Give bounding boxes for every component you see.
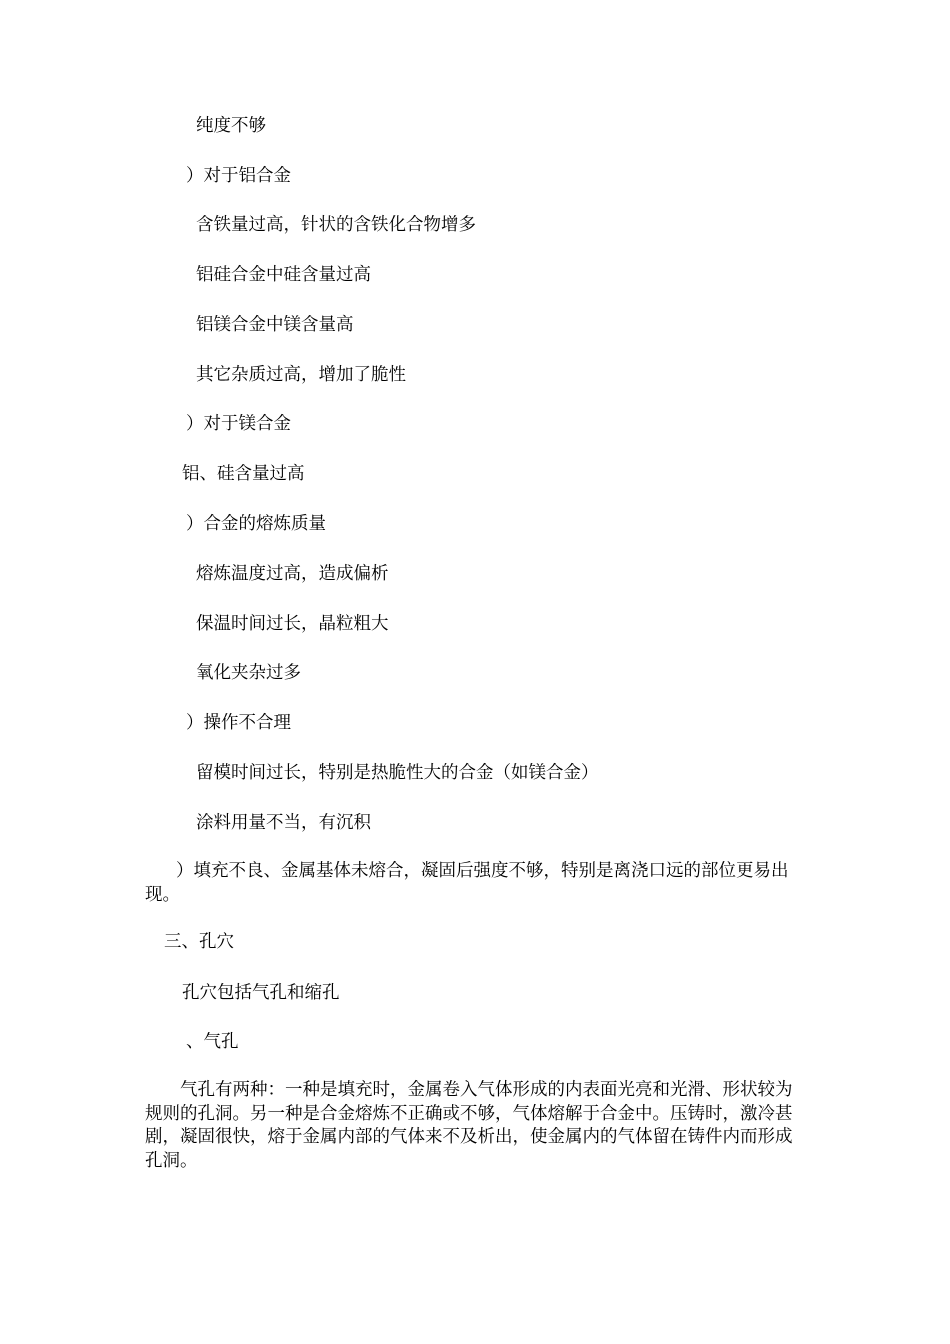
text-line: 熔炼温度过高，造成偏析: [196, 564, 389, 584]
text-line: 铝镁合金中镁含量高: [196, 315, 354, 335]
text-line: 保温时间过长，晶粒粗大: [196, 614, 389, 634]
list-heading: ）合金的熔炼质量: [186, 514, 326, 534]
subsection-heading: 、气孔: [186, 1032, 239, 1052]
text-line: 留模时间过长，特别是热脆性大的合金（如镁合金）: [196, 763, 599, 783]
list-heading: ）对于镁合金: [186, 414, 291, 434]
text-line: 含铁量过高，针状的含铁化合物增多: [196, 215, 476, 235]
section-intro: 孔穴包括气孔和缩孔: [182, 983, 340, 1003]
text-line: 铝硅合金中硅含量过高: [196, 265, 371, 285]
section-heading: 三、孔穴: [164, 932, 234, 952]
porosity-paragraph: 气孔有两种：一种是填充时，金属卷入气体形成的内表面光亮和光滑、形状较为规则的孔洞。另一种是合金熔炼不正确或不够，气体熔解于合金中。压铸时，激冷甚剧，凝固很快，熔于金属内部的气体来不及析出，使金属内的气体留在铸件内而形成孔洞。: [145, 1080, 793, 1171]
list-heading: ）对于铝合金: [186, 166, 291, 186]
fill-defect-paragraph: ）填充不良、金属基体未熔合，凝固后强度不够，特别是离浇口远的部位更易出现。: [145, 861, 789, 905]
text-line: 其它杂质过高，增加了脆性: [196, 365, 406, 385]
list-heading: ）操作不合理: [186, 713, 291, 733]
text-line: 氧化夹杂过多: [196, 663, 301, 683]
text-line: 铝、硅含量过高: [182, 464, 305, 484]
text-line: 涂料用量不当，有沉积: [196, 813, 371, 833]
text-line: 纯度不够: [196, 116, 266, 136]
